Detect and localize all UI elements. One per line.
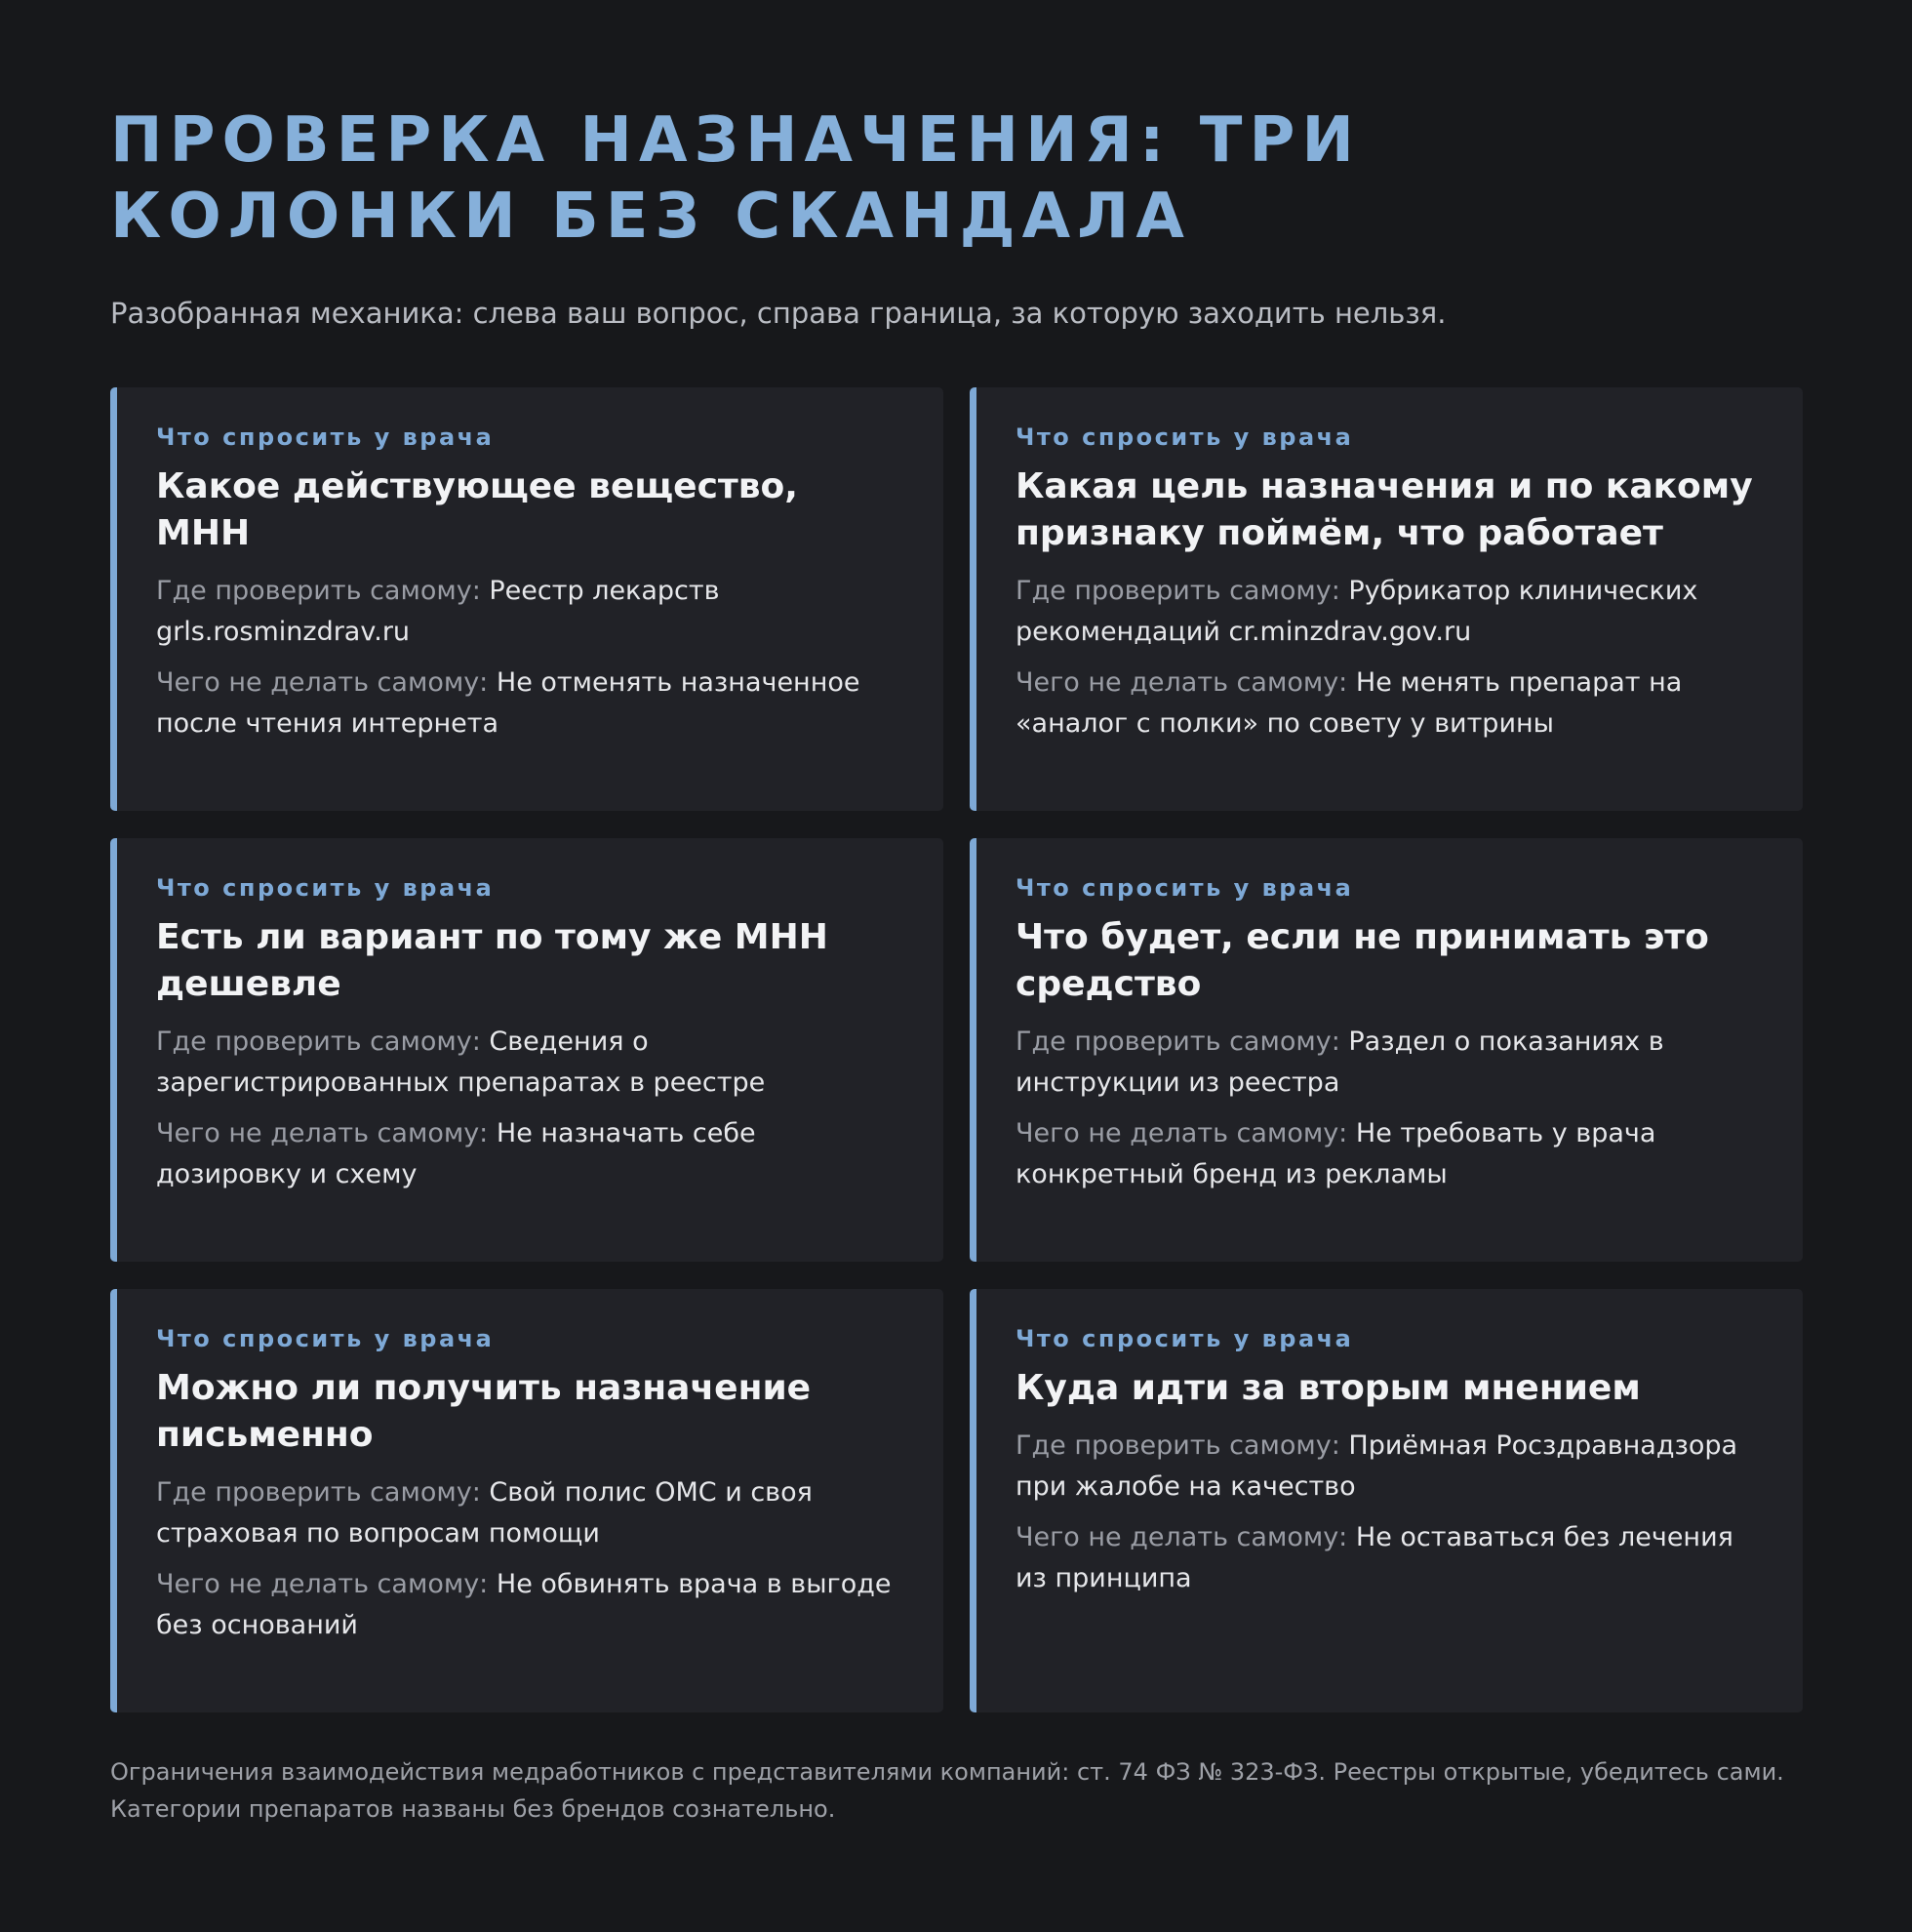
check-value: Рубрикатор клинических рекомендаций cr.minzdrav.gov.ru <box>1016 576 1698 647</box>
dont-prefix: Чего не делать самому: <box>156 667 489 698</box>
dont-value: Не назначать себе дозировку и схему <box>156 1118 756 1189</box>
dont-value: Не менять препарат на «аналог с полки» по совету у витрины <box>1016 667 1683 739</box>
dont-row <box>1016 663 1754 745</box>
check-prefix: Где проверить самому: <box>1016 576 1340 606</box>
card-tag: Что спросить у врача <box>1016 874 1354 902</box>
check-prefix: Где проверить самому: <box>156 1477 481 1508</box>
check-value: Свой полис ОМС и своя страховая по вопросам помощи <box>156 1477 813 1549</box>
check-row <box>156 1472 895 1554</box>
card-question: Какое действующее вещество, МНН <box>156 466 798 553</box>
dont-value: Не требовать у врача конкретный бренд из рекламы <box>1016 1118 1656 1189</box>
card-1 <box>110 387 943 811</box>
page-title: ПРОВЕРКА НАЗНАЧЕНИЯ: ТРИ КОЛОНКИ БЕЗ СКАНДАЛА <box>110 104 1361 253</box>
dont-prefix: Чего не делать самому: <box>156 1118 489 1148</box>
check-row <box>156 571 895 653</box>
card-4 <box>970 838 1803 1262</box>
dont-row <box>1016 1113 1754 1195</box>
card-2 <box>970 387 1803 811</box>
page-subtitle: Разобранная механика: слева ваш вопрос, справа граница, за которую заходить нельзя. <box>110 297 1447 330</box>
footnote-line-1: Ограничения взаимодействия медработников с представителями компаний: ст. 74 ФЗ № 323-ФЗ. Реестры открытые, убедитесь сами. <box>110 1758 1784 1786</box>
card-tag: Что спросить у врача <box>156 874 495 902</box>
dont-row <box>156 1564 895 1646</box>
dont-prefix: Чего не делать самому: <box>1016 1118 1348 1148</box>
check-value: Реестр лекарств grls.rosminzdrav.ru <box>156 576 720 647</box>
card-question: Можно ли получить назначение письменно <box>156 1368 812 1455</box>
dont-prefix: Чего не делать самому: <box>1016 667 1348 698</box>
page <box>110 102 1803 1640</box>
check-row <box>156 1022 895 1104</box>
footnote-line-2: Категории препаратов названы без брендов сознательно. <box>110 1795 836 1823</box>
card-5 <box>110 1289 943 1712</box>
footnote <box>110 1753 1803 1828</box>
check-row <box>1016 571 1754 653</box>
check-prefix: Где проверить самому: <box>1016 1430 1340 1461</box>
dont-value: Не оставаться без лечения из принципа <box>1016 1522 1733 1593</box>
check-prefix: Где проверить самому: <box>156 1026 481 1057</box>
dont-row <box>156 663 895 745</box>
card-tag: Что спросить у врача <box>156 1325 495 1352</box>
dont-value: Не отменять назначенное после чтения интернета <box>156 667 860 739</box>
check-value: Приёмная Росздравнадзора при жалобе на качество <box>1016 1430 1738 1502</box>
card-tag: Что спросить у врача <box>1016 1325 1354 1352</box>
dont-prefix: Чего не делать самому: <box>1016 1522 1348 1552</box>
card-6 <box>970 1289 1803 1712</box>
check-row <box>1016 1022 1754 1104</box>
dont-row <box>156 1113 895 1195</box>
card-3 <box>110 838 943 1262</box>
check-value: Раздел о показаниях в инструкции из реестра <box>1016 1026 1664 1098</box>
dont-value: Не обвинять врача в выгоде без оснований <box>156 1569 892 1640</box>
card-question: Куда идти за вторым мнением <box>1016 1368 1641 1408</box>
cards-grid <box>110 387 1803 1712</box>
card-tag: Что спросить у врача <box>1016 423 1354 451</box>
check-row <box>1016 1426 1754 1508</box>
dont-row <box>1016 1517 1754 1599</box>
check-value: Сведения о зарегистрированных препаратах в реестре <box>156 1026 766 1098</box>
dont-prefix: Чего не делать самому: <box>156 1569 489 1599</box>
card-question: Что будет, если не принимать это средство <box>1016 917 1709 1004</box>
card-tag: Что спросить у врача <box>156 423 495 451</box>
card-question: Какая цель назначения и по какому признаку поймём, что работает <box>1016 466 1753 553</box>
card-question: Есть ли вариант по тому же МНН дешевле <box>156 917 828 1004</box>
check-prefix: Где проверить самому: <box>156 576 481 606</box>
check-prefix: Где проверить самому: <box>1016 1026 1340 1057</box>
